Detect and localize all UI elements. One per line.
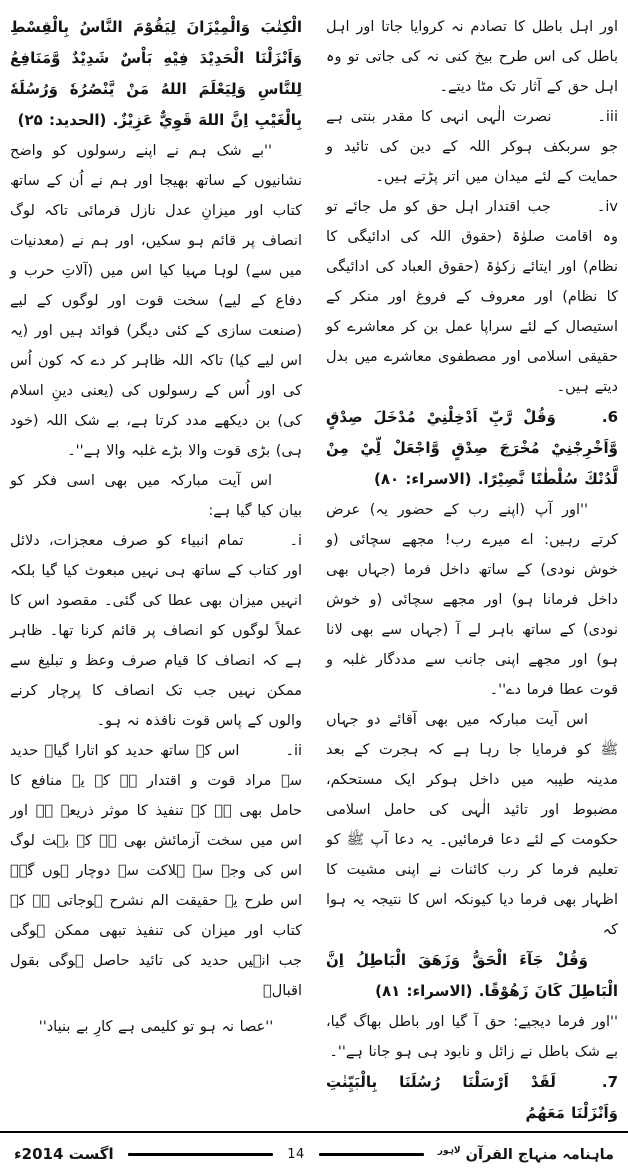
quran-verse-hadid-25-continued: [10, 12, 302, 136]
footer-line-left: [128, 1153, 274, 1156]
text-run: تمام انبیاء کو صرف معجزات، دلائل اور کتاب کے ساتھ ہی نہیں مبعوث کیا گیا بلکہ انہیں میزان بھی عطا کی گئی۔ مقصود اس کا عملاً لوگوں کو انصاف پر قائم کرنا تھا۔ ظاہر ہے کہ انصاف کا قیام صرف وعظ و تبلیغ سے ممکن نہیں جب تک انصاف کا پرچار کرنے والوں کے پاس قوت نافذہ نہ ہو۔: [10, 533, 302, 729]
commentary-paragraph: [326, 705, 618, 945]
text-run: ''اور فرما دیجیے: حق آ گیا اور باطل بھاگ گیا، بے شک باطل نے زائل و نابود ہی ہو جانا ہے''۔: [326, 1014, 618, 1060]
text-run: اور اہل باطل کا تصادم نہ کروایا جاتا اور اہل باطل کی اس طرح بیخ کنی نہ کی جاتی تو وہ اہل حق کے آثار تک مٹا دیتے۔: [326, 19, 618, 95]
text-run: وَقُلْ رَّبِّ اَدْخِلْنِيْ مُدْخَلَ صِدْقٍ وَّاَخْرِجْنِيْ مُخْرَجَ صِدْقٍ وَّاجْعَلْ لِّيْ مِنْ لَّدُنْكَ سُلْطٰنًا نَّصِيْرًا. (الاسراء: ۸۰): [326, 408, 618, 488]
magazine-name: ماہنامہ منہاج القرآن: [465, 1146, 614, 1163]
magazine-title: [438, 1146, 614, 1163]
commentary-intro: [10, 466, 302, 526]
list-item-iii: [326, 102, 618, 192]
poetry-line: [10, 1012, 302, 1042]
column-2-left: [10, 12, 302, 1129]
urdu-translation-hadid-25: [10, 136, 302, 466]
list-item-iv: [326, 192, 618, 402]
item-marker: iv۔: [596, 199, 618, 215]
list-item-i: [10, 526, 302, 736]
text-run: ''اور آپ (اپنے رب کے حضور یہ) عرض کرتے رہیں: اے میرے رب! مجھے سچائی (و خوش نودی) کے ساتھ داخل فرما (جہاں بھی داخل فرمانا ہو) اور مجھے سچائی (و خوش نودی) کے ساتھ باہر لے آ (جہاں سے بھی لانا ہو) اور مجھے اپنی جانب سے مددگار غلبہ و قوت عطا فرما دے''۔: [326, 502, 618, 698]
list-item-ii: [10, 736, 302, 1006]
item-marker: 6.: [601, 408, 618, 426]
urdu-translation-isra-81: [326, 1007, 618, 1067]
text-run: الْكِتٰبَ وَالْمِيْزَانَ لِيَقُوْمَ النَّاسُ بِالْقِسْطِ وَاَنْزَلْنَا الْحَدِيْدَ فِيْهِ بَاْسٌ شَدِيْدٌ وَّمَنَافِعُ لِلنَّاسِ وَلِيَعْلَمَ اللهُ مَنْ يَّنْصُرُهٗ وَرُسُلَهٗ بِالْغَيْبِ اِنَّ اللهَ قَوِيٌّ عَزِيْزٌ. (الحديد: ۲۵): [10, 18, 302, 129]
continuation-paragraph: [326, 12, 618, 102]
quran-verse-isra-80: [326, 402, 618, 495]
text-run: ''بے شک ہم نے اپنے رسولوں کو واضح نشانیوں کے ساتھ بھیجا اور ہم نے اُن کے ساتھ کتاب اور میزانِ عدل نازل فرمائی تاکہ لوگ انصاف پر قائم ہو سکیں، اور ہم نے (معدنیات میں سے) لوہا مہیا کیا اس میں (آلاتِ حرب و دفاع کے لیے) سخت قوت اور لوگوں کے لیے (صنعت سازی کے کئی دیگر) فوائد ہیں اور (یہ اس لیے کیا) تاکہ اللہ ظاہر کر دے کہ کون اُس کی اور اُس کے رسولوں کی (یعنی دینِ اسلام کی) بن دیکھے مدد کرتا ہے، بے شک اللہ (خود ہی) بڑی قوت والا بڑے غلبہ والا ہے''۔: [10, 143, 302, 459]
item-marker: 7.: [601, 1073, 618, 1091]
text-run: ''عصا نہ ہو تو کلیمی ہے کارِ بے بنیاد'': [38, 1019, 274, 1035]
two-column-article-body: [10, 12, 618, 1129]
magazine-city: لاہور: [437, 1145, 461, 1156]
text-run: اس آیت مبارکہ میں بھی اسی فکر کو بیان کیا گیا ہے:: [10, 473, 302, 519]
text-run: وَقُلْ جَآءَ الْحَقُّ وَزَهَقَ الْبَاطِلُ اِنَّ الْبَاطِلَ كَانَ زَهُوْقًا. (الاسراء: ۸۱): [326, 951, 618, 1000]
text-run: لَقَدْ اَرْسَلْنَا رُسُلَنَا بِالْبَيِّنٰتِ وَاَنْزَلْنَا مَعَهُمُ: [326, 1073, 618, 1122]
page-footer: [10, 1129, 618, 1171]
quran-verse-hadid-25-start: [326, 1067, 618, 1129]
urdu-translation-isra-80: [326, 495, 618, 705]
issue-date: اگست 2014ء: [14, 1145, 114, 1163]
text-run: جب اقتدار اہل حق کو مل جائے تو وہ اقامت صلوٰۃ (حقوق اللہ کی ادائیگی کا نظام) اور ایتائے زکوٰۃ (حقوق العباد کی ادائیگی کا نظام) اور معروف کے فروغ اور منکر کے استیصال کے لئے سراپا عمل بن کر معاشرے کو حقیقی اسلامی اور مصطفوی معاشرے میں بدل دیتے ہیں۔: [326, 199, 618, 395]
text-run: نصرت الٰہی انہی کا مقدر بنتی ہے جو سربکف ہوکر اللہ کے دین کی تائید و حمایت کے لئے میدان میں اتر پڑتے ہیں۔: [326, 109, 618, 185]
footer-row: [10, 1133, 618, 1163]
text-run: اس آیت مبارکہ میں بھی آقائے دو جہاں ﷺ کو فرمایا جا رہا ہے کہ ہجرت کے بعد مدینہ طیبہ میں داخل ہوکر ایک مستحکم، مضبوط اور تائید الٰہی کی حامل اسلامی حکومت کے لئے دعا فرمائیں۔ یہ دعا آپ ﷺ کو تعلیم فرما کر رب کائنات نے اپنی مشیت کا اظہار بھی فرما دیا کیونکہ اس کا نتیجہ یہ ہوا کہ: [326, 712, 618, 938]
column-1-right: [326, 12, 618, 1129]
page-number: 14: [287, 1146, 305, 1162]
item-marker: iii۔: [597, 109, 618, 125]
item-marker: i۔: [289, 533, 302, 549]
item-marker: ii۔: [285, 743, 302, 759]
footer-line-right: [319, 1153, 424, 1156]
quran-verse-isra-81: [326, 945, 618, 1007]
text-run: اس کے ساتھ حدید کو اتارا گیا۔ حدید سے مراد قوت و اقتدار ہے کہ یہ منافع کا حامل بھی ہے کہ تنفیذ کا موثر ذریعہ ہے اور اس میں سخت آزمائش بھی ہے کہ بہت لوگ اس کی وجہ سے ہلاکت سے دوچار ہوں گے۔ اس طرح یہ حقیقت الم نشرح ہوجاتی ہے کہ کتاب اور میزان کی تنفیذ تبھی ممکن ہوگی جب انہیں حدید کی تائید حاصل ہوگی بقول اقبالؒ: [10, 743, 302, 999]
